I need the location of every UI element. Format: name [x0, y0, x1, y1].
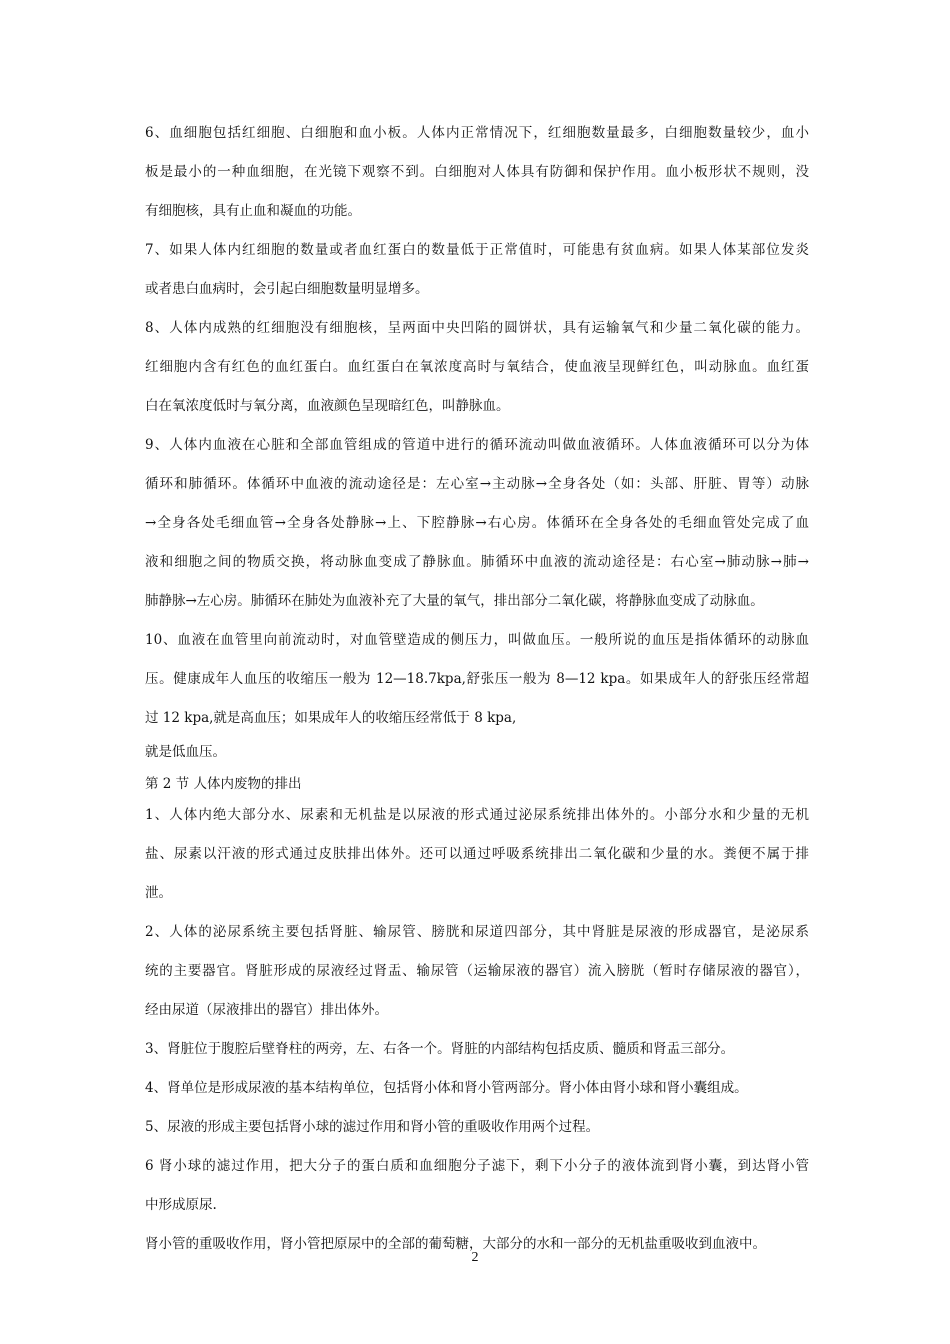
- section-paragraph-2-line-3: 经由尿道（尿液排出的器官）排出体外。: [145, 1002, 388, 1018]
- paragraph-10-line-4: 就是低血压。: [145, 744, 226, 760]
- paragraph-10-line-1: 10、血液在血管里向前流动时，对血管壁造成的侧压力，叫做血压。一般所说的血压是指体循环的动脉血: [145, 632, 809, 648]
- section-heading: 第 2 节 人体内废物的排出: [145, 776, 302, 792]
- paragraph-8-line-1: 8、人体内成熟的红细胞没有细胞核，呈两面中央凹陷的圆饼状，具有运输氧气和少量二氧化碳的能力。: [145, 320, 809, 336]
- section-paragraph-2-line-2: 统的主要器官。肾脏形成的尿液经过肾盂、输尿管（运输尿液的器官）流入膀胱（暂时存储尿液的器官），: [145, 963, 809, 979]
- section-paragraph-7: 肾小管的重吸收作用，肾小管把原尿中的全部的葡萄糖，大部分的水和一部分的无机盐重吸收到血液中。: [145, 1236, 766, 1252]
- page-number: 2: [471, 1250, 479, 1265]
- section-paragraph-2-line-1: 2、人体的泌尿系统主要包括肾脏、输尿管、膀胱和尿道四部分，其中肾脏是尿液的形成器官，是泌尿系: [145, 924, 809, 940]
- section-paragraph-1-line-1: 1、人体内绝大部分水、尿素和无机盐是以尿液的形式通过泌尿系统排出体外的。小部分水和少量的无机: [145, 807, 809, 823]
- paragraph-9-line-5: 肺静脉→左心房。肺循环在肺处为血液补充了大量的氧气，排出部分二氧化碳，将静脉血变成了动脉血。: [145, 593, 764, 609]
- section-paragraph-5: 5、尿液的形成主要包括肾小球的滤过作用和肾小管的重吸收作用两个过程。: [145, 1119, 600, 1135]
- section-paragraph-6-line-1: 6 肾小球的滤过作用，把大分子的蛋白质和血细胞分子滤下，剩下小分子的液体流到肾小囊，到达肾小管: [145, 1158, 809, 1174]
- paragraph-8-line-2: 红细胞内含有红色的血红蛋白。血红蛋白在氧浓度高时与氧结合，使血液呈现鲜红色，叫动脉血。血红蛋: [145, 359, 809, 375]
- paragraph-8-line-3: 白在氧浓度低时与氧分离，血液颜色呈现暗红色，叫静脉血。: [145, 398, 510, 414]
- paragraph-6-line-1: 6、血细胞包括红细胞、白细胞和血小板。人体内正常情况下，红细胞数量最多，白细胞数量较少，血小: [145, 125, 809, 141]
- paragraph-9-line-4: 液和细胞之间的物质交换，将动脉血变成了静脉血。肺循环中血液的流动途径是：右心室→肺动脉→肺→: [145, 554, 809, 570]
- paragraph-7-line-1: 7、如果人体内红细胞的数量或者血红蛋白的数量低于正常值时，可能患有贫血病。如果人体某部位发炎: [145, 242, 809, 258]
- section-paragraph-3: 3、肾脏位于腹腔后壁脊柱的两旁，左、右各一个。肾脏的内部结构包括皮质、髓质和肾盂三部分。: [145, 1041, 735, 1057]
- section-paragraph-4: 4、肾单位是形成尿液的基本结构单位，包括肾小体和肾小管两部分。肾小体由肾小球和肾小囊组成。: [145, 1080, 748, 1096]
- section-paragraph-6-line-2: 中形成原尿.: [145, 1197, 217, 1213]
- section-paragraph-1-line-2: 盐、尿素以汗液的形式通过皮肤排出体外。还可以通过呼吸系统排出二氧化碳和少量的水。粪便不属于排: [145, 846, 809, 862]
- paragraph-6-line-3: 有细胞核，具有止血和凝血的功能。: [145, 203, 361, 219]
- paragraph-7-line-2: 或者患白血病时，会引起白细胞数量明显增多。: [145, 281, 429, 297]
- paragraph-10-line-2: 压。健康成年人血压的收缩压一般为 12—18.7kpa,舒张压一般为 8—12 kpa。如果成年人的舒张压经常超: [145, 671, 809, 687]
- paragraph-9-line-2: 循环和肺循环。体循环中血液的流动途径是：左心室→主动脉→全身各处（如：头部、肝脏、胃等）动脉: [145, 476, 809, 492]
- paragraph-9-line-3: →全身各处毛细血管→全身各处静脉→上、下腔静脉→右心房。体循环在全身各处的毛细血管处完成了血: [145, 515, 809, 531]
- paragraph-6-line-2: 板是最小的一种血细胞，在光镜下观察不到。白细胞对人体具有防御和保护作用。血小板形状不规则，没: [145, 164, 809, 180]
- section-paragraph-1-line-3: 泄。: [145, 885, 172, 901]
- paragraph-10-line-3: 过 12 kpa,就是高血压；如果成年人的收缩压经常低于 8 kpa,: [145, 710, 517, 726]
- paragraph-9-line-1: 9、人体内血液在心脏和全部血管组成的管道中进行的循环流动叫做血液循环。人体血液循环可以分为体: [145, 437, 809, 453]
